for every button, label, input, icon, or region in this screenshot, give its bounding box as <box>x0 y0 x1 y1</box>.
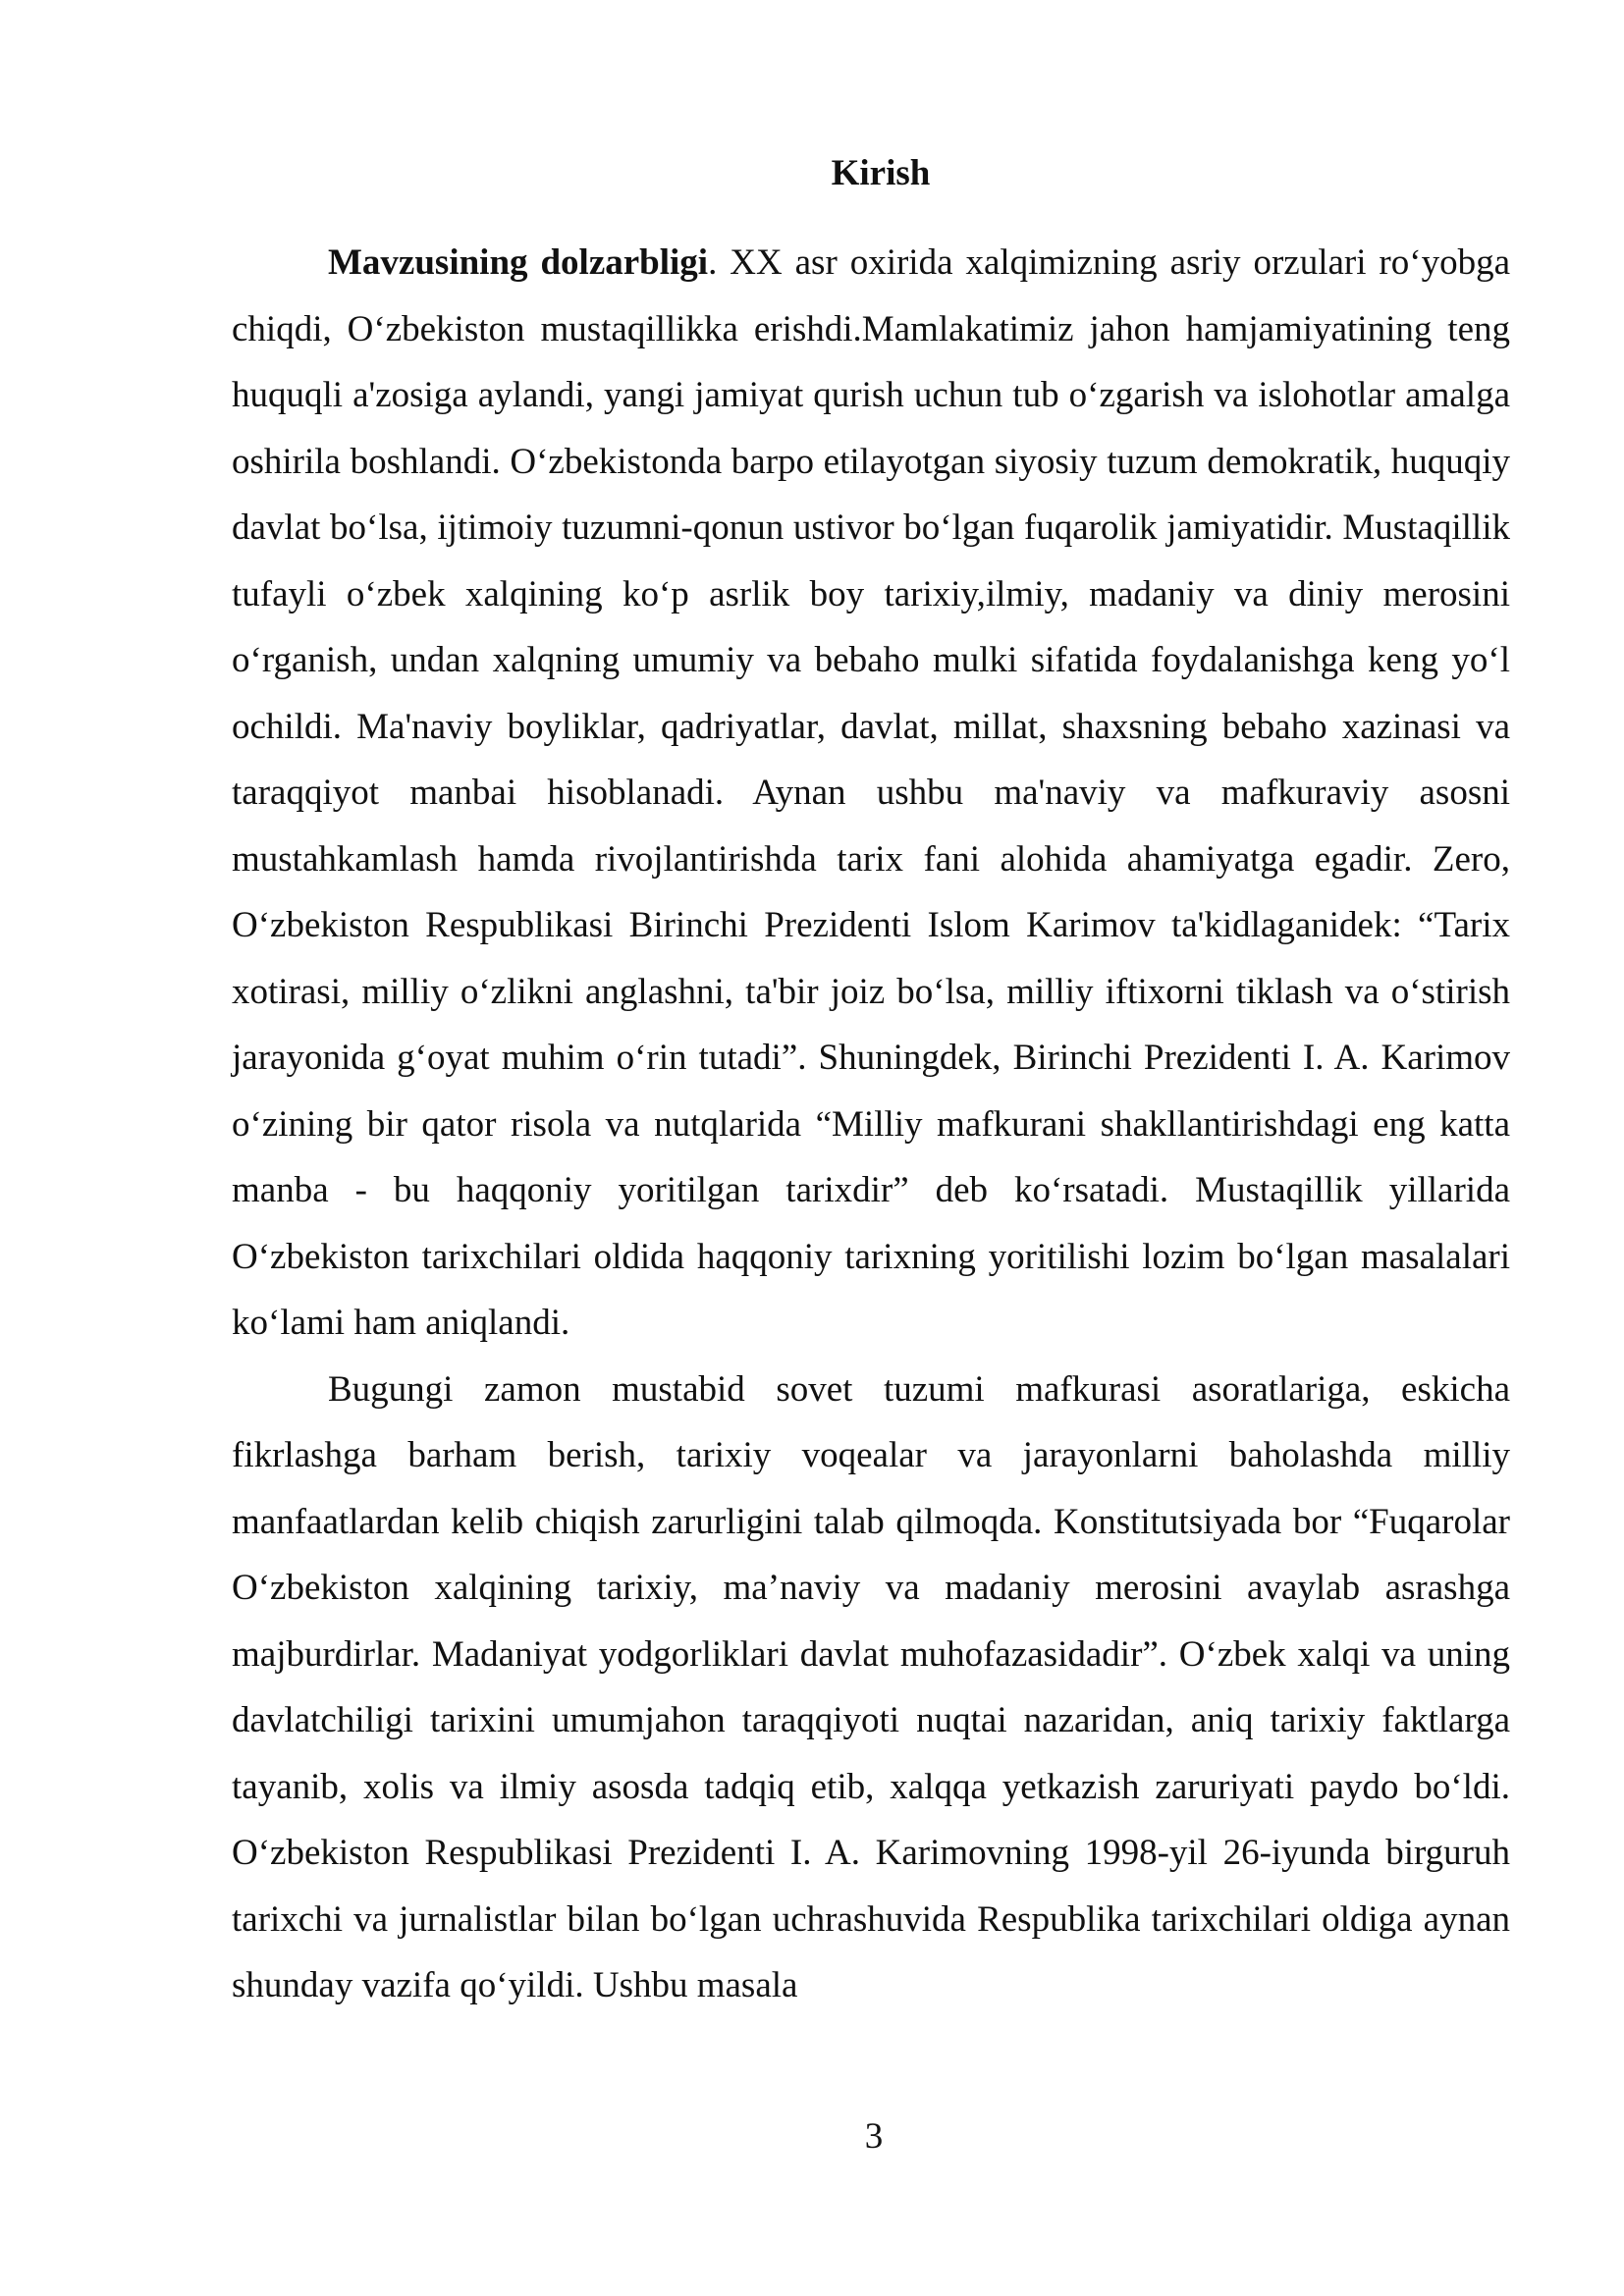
paragraph-relevance <box>232 230 1510 1357</box>
paragraph-text: Bugungi zamon mustabid sovet tuzumi mafkurasi asoratlariga, eskicha fikrlashga barham berish, tarixiy voqealar va jarayonlarni baholashda milliy manfaatlardan kelib chiqish zarurligini talab qilmoqda. Konstitutsiyada bor “Fuqarolar O‘zbekiston xalqining tarixiy, ma’naviy va madaniy merosini avaylab asrashga majburdirlar. Madaniyat yodgorliklari davlat muhofazasidadir”. O‘zbek xalqi va uning davlatchiligi tarixini umumjahon taraqqiyoti nuqtai nazaridan, aniq tarixiy faktlarga tayanib, xolis va ilmiy asosda tadqiq etib, xalqqa yetkazish zaruriyati paydo bo‘ldi. O‘zbekiston Respublikasi Prezidenti I. A. Karimovning 1998-yil 26-iyunda birguruh tarixchi va jurnalistlar bilan bo‘lgan uchrashuvida Respublika tarixchilari oldiga aynan shunday vazifa qo‘yildi. Ushbu masala <box>232 1368 1510 2005</box>
paragraph-text: . XX asr oxirida xalqimizning asriy orzulari ro‘yobga chiqdi, O‘zbekiston mustaqillikka erishdi.Mamlakatimiz jahon hamjamiyatining teng huquqli a'zosiga aylandi, yangi jamiyat qurish uchun tub o‘zgarish va islohotlar amalga oshirila boshlandi. O‘zbekistonda barpo etilayotgan siyosiy tuzum demokratik, huquqiy davlat bo‘lsa, ijtimoiy tuzumni-qonun ustivor bo‘lgan fuqarolik jamiyatidir. Mustaqillik tufayli o‘zbek xalqining ko‘p asrlik boy tarixiy,ilmiy, madaniy va diniy merosini o‘rganish, undan xalqning umumiy va bebaho mulki sifatida foydalanishga keng yo‘l ochildi. Ma'naviy boyliklar, qadriyatlar, davlat, millat, shaxsning bebaho xazinasi va taraqqiyot manbai hisoblanadi. Aynan ushbu ma'naviy va mafkuraviy asosni mustahkamlash hamda rivojlantirishda tarix fani alohida ahamiyatga egadir. Zero, O‘zbekiston Respublikasi Birinchi Prezidenti Islom Karimov ta'kidlaganidek: “Tarix xotirasi, milliy o‘zlikni anglashni, ta'bir joiz bo‘lsa, milliy iftixorni tiklash va o‘stirish jarayonida g‘oyat muhim o‘rin tutadi”. Shuningdek, Birinchi Prezidenti I. A. Karimov o‘zining bir qator risola va nutqlarida “Milliy mafkurani shakllantirishdagi eng katta manba - bu haqqoniy yoritilgan tarixdir” deb ko‘rsatadi. Mustaqillik yillarida O‘zbekiston tarixchilari oldida haqqoniy tarixning yoritilishi lozim bo‘lgan masalalari ko‘lami ham aniqlandi. <box>232 242 1511 1343</box>
page-number: 3 <box>864 2116 884 2157</box>
paragraph-lead: Mavzusining dolzarbligi <box>328 242 709 283</box>
section-title: Kirish <box>831 153 931 193</box>
body-text <box>232 230 1510 2019</box>
paragraph-today <box>232 1357 1510 2019</box>
